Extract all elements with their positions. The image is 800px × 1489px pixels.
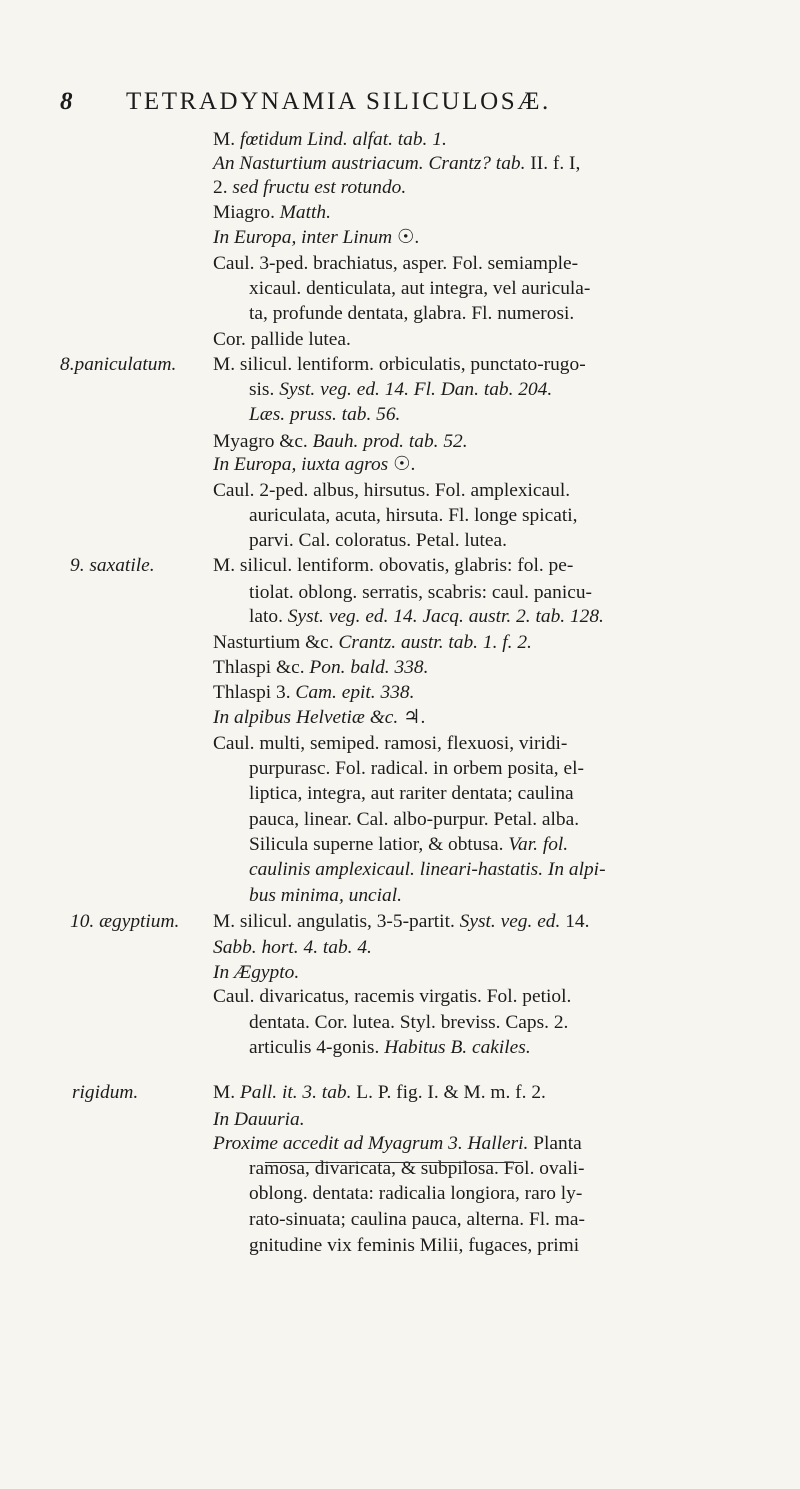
text-run: Bauh. prod. tab. 52. <box>312 431 468 452</box>
text-run: Syst. veg. ed. 14. Fl. Dan. tab. 204. <box>279 379 553 400</box>
text-line <box>249 277 590 301</box>
page-number: 8 <box>60 88 76 115</box>
text-run: Pall. it. 3. tab. <box>239 1082 352 1103</box>
text-run: sis. <box>249 379 280 400</box>
text-line <box>249 378 552 402</box>
text-line <box>249 858 606 882</box>
text-run: ta, profunde dentata, glabra. Fl. numerosi. <box>249 303 575 324</box>
text-line <box>213 910 589 934</box>
text-line <box>213 453 415 477</box>
text-run: L. P. fig. I. & M. m. f. 2. <box>351 1082 546 1103</box>
text-run: lato. <box>249 606 288 627</box>
text-run: Caul. multi, semiped. ramosi, flexuosi, viridi- <box>213 733 568 754</box>
text-line <box>249 782 574 806</box>
text-run: dentata. Cor. lutea. Styl. breviss. Caps. 2. <box>249 1012 569 1033</box>
text-line <box>213 554 573 578</box>
text-run: M. <box>213 1082 240 1103</box>
text-line <box>249 403 400 427</box>
text-line <box>249 757 584 781</box>
text-run: Sabb. hort. 4. tab. 4. <box>213 937 372 958</box>
text-line <box>249 605 604 629</box>
text-line <box>249 1036 531 1060</box>
text-run: Caul. 3-ped. brachiatus, asper. Fol. semiample- <box>213 253 579 274</box>
text-line <box>213 1081 546 1105</box>
text-line <box>213 152 580 176</box>
running-title: TETRADYNAMIA SILICULOSÆ. <box>126 88 551 115</box>
text-run: An Nasturtium austriacum. Crantz? tab. <box>213 153 531 174</box>
text-run: In Europa, iuxta agros <box>213 454 394 475</box>
text-line <box>249 1182 582 1206</box>
text-run: ☉. <box>393 454 416 475</box>
text-run: Cam. epit. 338. <box>295 682 415 703</box>
text-line <box>213 226 419 250</box>
text-line <box>213 681 414 705</box>
text-run: 14. <box>560 911 590 932</box>
text-run: M. silicul. angulatis, 3-5-partit. <box>213 911 460 932</box>
text-run: In Ægypto. <box>213 962 300 983</box>
text-line <box>249 504 577 528</box>
text-run: Planta <box>528 1133 582 1154</box>
text-line <box>249 833 568 857</box>
text-line <box>213 328 351 352</box>
text-run: tiolat. oblong. serratis, scabris: caul. panicu- <box>249 582 593 603</box>
text-line <box>213 430 468 454</box>
text-line <box>213 353 586 377</box>
entry-label: rigidum. <box>72 1082 139 1103</box>
text-run: Caul. divaricatus, racemis virgatis. Fol. petiol. <box>213 986 572 1007</box>
entry-label: 8.paniculatum. <box>60 354 177 375</box>
text-line <box>213 631 532 655</box>
text-line <box>213 479 570 503</box>
text-run: M. silicul. lentiform. orbiculatis, punctato-rugo- <box>213 354 586 375</box>
text-run: bus minima, uncial. <box>249 885 402 906</box>
text-run: liptica, integra, aut rariter dentata; caulina <box>249 783 574 804</box>
text-run: In Europa, inter Linum <box>213 227 398 248</box>
text-run: Myagro &c. <box>213 431 313 452</box>
text-line <box>213 252 578 276</box>
text-line <box>249 884 402 908</box>
text-line <box>213 961 299 985</box>
text-line <box>249 808 579 832</box>
text-line <box>213 706 425 730</box>
text-run: articulis 4-gonis. <box>249 1037 385 1058</box>
text-run: auriculata, acuta, hirsuta. Fl. longe spicati, <box>249 505 578 526</box>
text-run: Silicula superne latior, & obtusa. <box>249 834 509 855</box>
text-run: Thlaspi &c. <box>213 657 310 678</box>
text-line <box>213 656 428 680</box>
text-line <box>213 936 372 960</box>
text-line <box>249 529 507 553</box>
text-run: Habitus B. cakiles. <box>384 1037 531 1058</box>
text-run: pauca, linear. Cal. albo-purpur. Petal. alba. <box>249 809 580 830</box>
text-run: In Dauuria. <box>213 1109 305 1130</box>
entry-label: 9. saxatile. <box>70 555 155 576</box>
text-line <box>213 1132 582 1156</box>
text-run: caulinis amplexicaul. lineari-hastatis. In alpi- <box>249 859 606 880</box>
text-run: In alpibus Helvetiæ &c. <box>213 707 404 728</box>
text-line <box>249 1011 568 1035</box>
text-run: gnitudine vix feminis Milii, fugaces, primi <box>249 1235 580 1256</box>
text-run: Pon. bald. 338. <box>309 657 429 678</box>
text-run: ♃. <box>403 707 426 728</box>
text-line <box>213 201 331 225</box>
text-run: ramosa, divaricata, & subpilosa. Fol. ovali- <box>249 1158 585 1179</box>
text-line <box>249 1208 585 1232</box>
text-run: Læs. pruss. tab. 56. <box>249 404 401 425</box>
entry-label: 10. ægyptium. <box>70 911 180 932</box>
text-run: Syst. veg. ed. <box>459 911 561 932</box>
text-run: Syst. veg. ed. 14. Jacq. austr. 2. tab. 128. <box>287 606 604 627</box>
text-run: Nasturtium &c. <box>213 632 339 653</box>
text-run: Crantz. austr. tab. 1. f. 2. <box>338 632 532 653</box>
text-line <box>249 302 574 326</box>
text-run: M. <box>213 129 240 150</box>
text-run: fœtidum Lind. alfat. tab. 1. <box>239 129 447 150</box>
text-line <box>213 176 406 200</box>
text-run: M. silicul. lentiform. obovatis, glabris: fol. pe- <box>213 555 574 576</box>
separator-rule <box>265 1162 523 1163</box>
text-run: ☉. <box>397 227 420 248</box>
text-run: Thlaspi 3. <box>213 682 296 703</box>
text-run: Caul. 2-ped. albus, hirsutus. Fol. amplexicaul. <box>213 480 571 501</box>
text-run: parvi. Cal. coloratus. Petal. lutea. <box>249 530 507 551</box>
text-run: xicaul. denticulata, aut integra, vel auricula- <box>249 278 591 299</box>
text-run: rato-sinuata; caulina pauca, alterna. Fl. ma- <box>249 1209 585 1230</box>
text-run: Miagro. <box>213 202 280 223</box>
text-run: Matth. <box>279 202 331 223</box>
text-line <box>213 128 447 152</box>
text-run: 2. <box>213 177 233 198</box>
text-line <box>213 732 567 756</box>
text-line <box>249 581 592 605</box>
text-run: Var. fol. <box>508 834 569 855</box>
text-run: purpurasc. Fol. radical. in orbem posita, el- <box>249 758 584 779</box>
text-run: Cor. pallide lutea. <box>213 329 351 350</box>
text-line <box>249 1234 579 1258</box>
text-line <box>213 985 571 1009</box>
text-line <box>213 1108 305 1132</box>
text-line <box>249 1157 585 1181</box>
text-run: II. f. I, <box>530 153 581 174</box>
text-run: Proxime accedit ad Myagrum 3. Halleri. <box>213 1133 529 1154</box>
text-run: oblong. dentata: radicalia longiora, raro ly- <box>249 1183 583 1204</box>
running-header <box>60 88 760 116</box>
text-run: sed fructu est rotundo. <box>232 177 407 198</box>
